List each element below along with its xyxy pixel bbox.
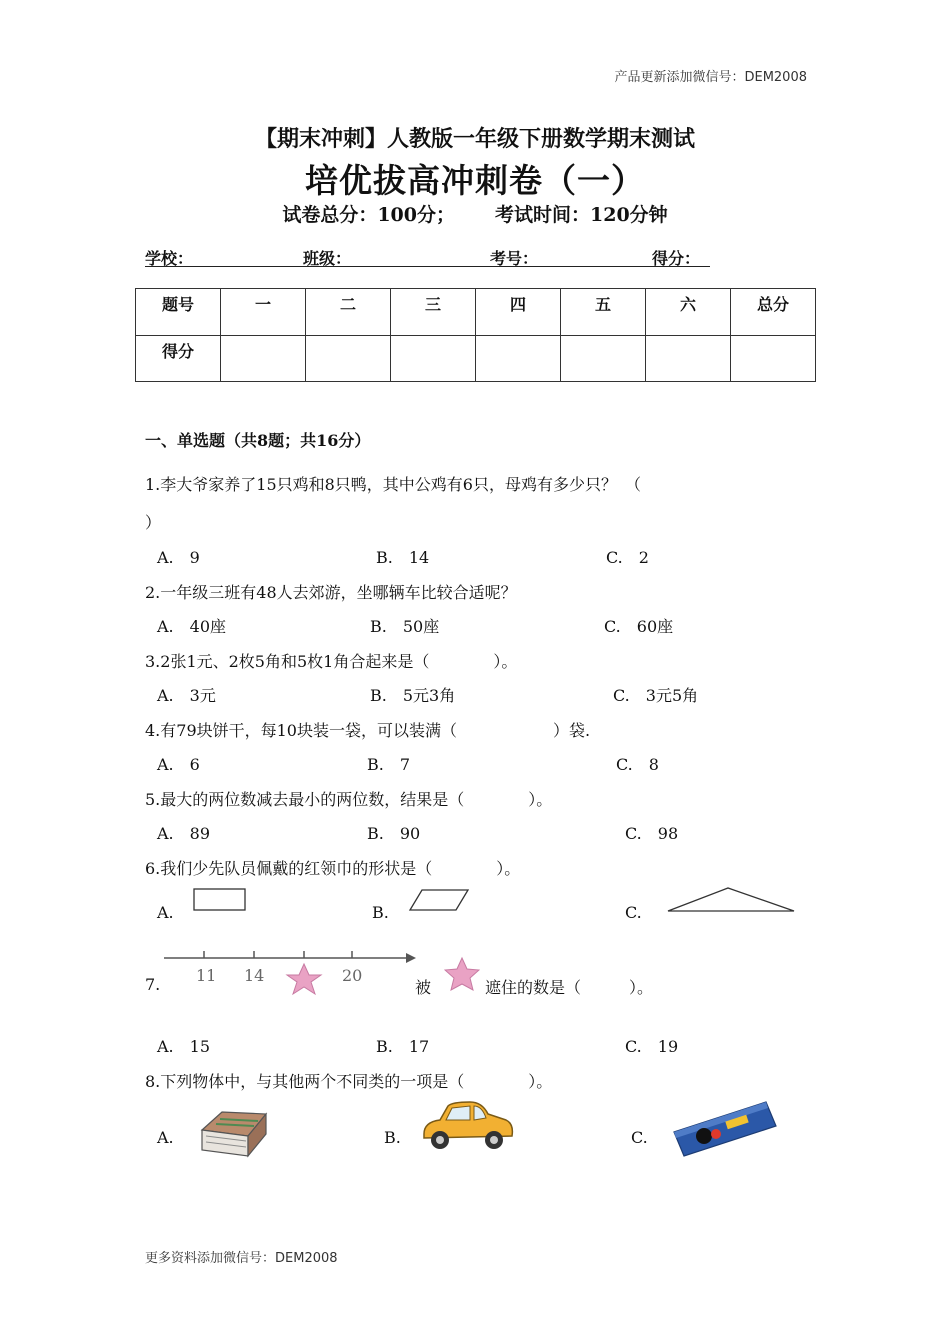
q7-option-c[interactable]: C. 19 bbox=[625, 1037, 679, 1056]
q1-option-b[interactable]: B. 14 bbox=[376, 548, 430, 567]
q2-option-c[interactable]: C. 60座 bbox=[604, 617, 674, 636]
school-field[interactable]: 学校： bbox=[145, 249, 194, 268]
footer-note: 更多资料添加微信号：DEM2008 bbox=[145, 1251, 338, 1266]
q8-option-a[interactable]: A. bbox=[157, 1128, 174, 1147]
q6-option-c[interactable]: C. bbox=[625, 903, 642, 922]
pencil-case-icon bbox=[670, 1096, 780, 1162]
table-cell: 总分 bbox=[731, 289, 816, 336]
question-7-end: 遮住的数是（ ）。 bbox=[485, 978, 654, 997]
table-cell: 二 bbox=[306, 289, 391, 336]
table-cell: 得分 bbox=[136, 335, 221, 382]
score-input-cell[interactable] bbox=[221, 335, 306, 382]
q5-option-a[interactable]: A. 89 bbox=[157, 824, 211, 843]
question-1-stem: 1.李大爷家养了15只鸡和8只鸭，其中公鸡有6只，母鸡有多少只？ （ bbox=[145, 475, 641, 494]
q8-option-b[interactable]: B. bbox=[384, 1128, 401, 1147]
q5-option-b[interactable]: B. 90 bbox=[367, 824, 421, 843]
q6-option-a[interactable]: A. bbox=[157, 903, 174, 922]
q3-option-c[interactable]: C. 3元5角 bbox=[613, 686, 699, 705]
score-input-cell[interactable] bbox=[391, 335, 476, 382]
question-1-stem-cont: ） bbox=[145, 513, 162, 532]
exam-no-field[interactable]: 考号： bbox=[490, 249, 539, 268]
score-input-cell[interactable] bbox=[306, 335, 391, 382]
exam-title-line2: 培优拔高冲刺卷（一） bbox=[305, 161, 645, 200]
question-6-stem: 6.我们少先队员佩戴的红领巾的形状是（ ）。 bbox=[145, 859, 521, 878]
q3-option-b[interactable]: B. 5元3角 bbox=[370, 686, 456, 705]
exam-title-line1: 【期末冲刺】人教版一年级下册数学期末测试 bbox=[254, 126, 695, 152]
score-input-cell[interactable] bbox=[731, 335, 816, 382]
q2-option-b[interactable]: B. 50座 bbox=[370, 617, 440, 636]
number-line-figure bbox=[160, 944, 420, 1000]
table-cell: 六 bbox=[646, 289, 731, 336]
q1-option-a[interactable]: A. 9 bbox=[157, 548, 200, 567]
question-7-number: 7. bbox=[145, 975, 161, 994]
exam-meta bbox=[0, 200, 950, 227]
table-cell: 一 bbox=[221, 289, 306, 336]
table-cell: 四 bbox=[476, 289, 561, 336]
q4-option-b[interactable]: B. 7 bbox=[367, 755, 411, 774]
score-table-score-row bbox=[136, 335, 816, 382]
pink-star-icon bbox=[287, 964, 321, 994]
exam-time: 考试时间：120分钟 bbox=[495, 204, 668, 226]
q7-option-b[interactable]: B. 17 bbox=[376, 1037, 430, 1056]
q5-option-c[interactable]: C. 98 bbox=[625, 824, 679, 843]
parallelogram-shape-icon bbox=[408, 888, 470, 914]
question-3-stem: 3.2张1元、2枚5角和5枚1角合起来是（ ）。 bbox=[145, 652, 518, 671]
student-info-line bbox=[145, 246, 710, 267]
q3-option-a[interactable]: A. 3元 bbox=[157, 686, 216, 705]
question-8-stem: 8.下列物体中，与其他两个不同类的一项是（ ）。 bbox=[145, 1072, 553, 1091]
q8-option-c[interactable]: C. bbox=[631, 1128, 648, 1147]
book-icon bbox=[196, 1106, 272, 1162]
q2-option-a[interactable]: A. 40座 bbox=[157, 617, 227, 636]
q6-option-b[interactable]: B. bbox=[372, 903, 389, 922]
score-input-cell[interactable] bbox=[646, 335, 731, 382]
section-title: 一、单选题（共8题；共16分） bbox=[145, 431, 371, 450]
score-table bbox=[135, 288, 816, 382]
header-note: 产品更新添加微信号：DEM2008 bbox=[614, 70, 807, 85]
question-7-mid: 被 bbox=[415, 978, 432, 997]
q4-option-a[interactable]: A. 6 bbox=[157, 755, 200, 774]
q7-option-a[interactable]: A. 15 bbox=[157, 1037, 211, 1056]
score-table-header-row bbox=[136, 289, 816, 336]
question-5-stem: 5.最大的两位数减去最小的两位数，结果是（ ）。 bbox=[145, 790, 553, 809]
table-cell: 题号 bbox=[136, 289, 221, 336]
score-input-cell[interactable] bbox=[476, 335, 561, 382]
rectangle-shape-icon bbox=[192, 887, 248, 913]
triangle-shape-icon bbox=[664, 885, 798, 915]
table-cell: 五 bbox=[561, 289, 646, 336]
class-field[interactable]: 班级： bbox=[303, 249, 352, 268]
score-field[interactable]: 得分： bbox=[652, 249, 701, 268]
numberline-tick-label: 11 bbox=[196, 966, 217, 985]
total-score: 试卷总分：100分； bbox=[282, 204, 455, 226]
numberline-tick-label: 14 bbox=[244, 966, 265, 985]
q1-option-c[interactable]: C. 2 bbox=[606, 548, 649, 567]
numberline-tick-label: 20 bbox=[342, 966, 363, 985]
score-input-cell[interactable] bbox=[561, 335, 646, 382]
question-2-stem: 2.一年级三班有48人去郊游，坐哪辆车比较合适呢？ bbox=[145, 583, 517, 602]
pink-star-icon bbox=[444, 956, 480, 992]
toy-car-icon bbox=[418, 1098, 518, 1154]
q4-option-c[interactable]: C. 8 bbox=[616, 755, 659, 774]
table-cell: 三 bbox=[391, 289, 476, 336]
question-4-stem: 4.有79块饼干，每10块装一袋，可以装满（ ）袋. bbox=[145, 721, 591, 740]
